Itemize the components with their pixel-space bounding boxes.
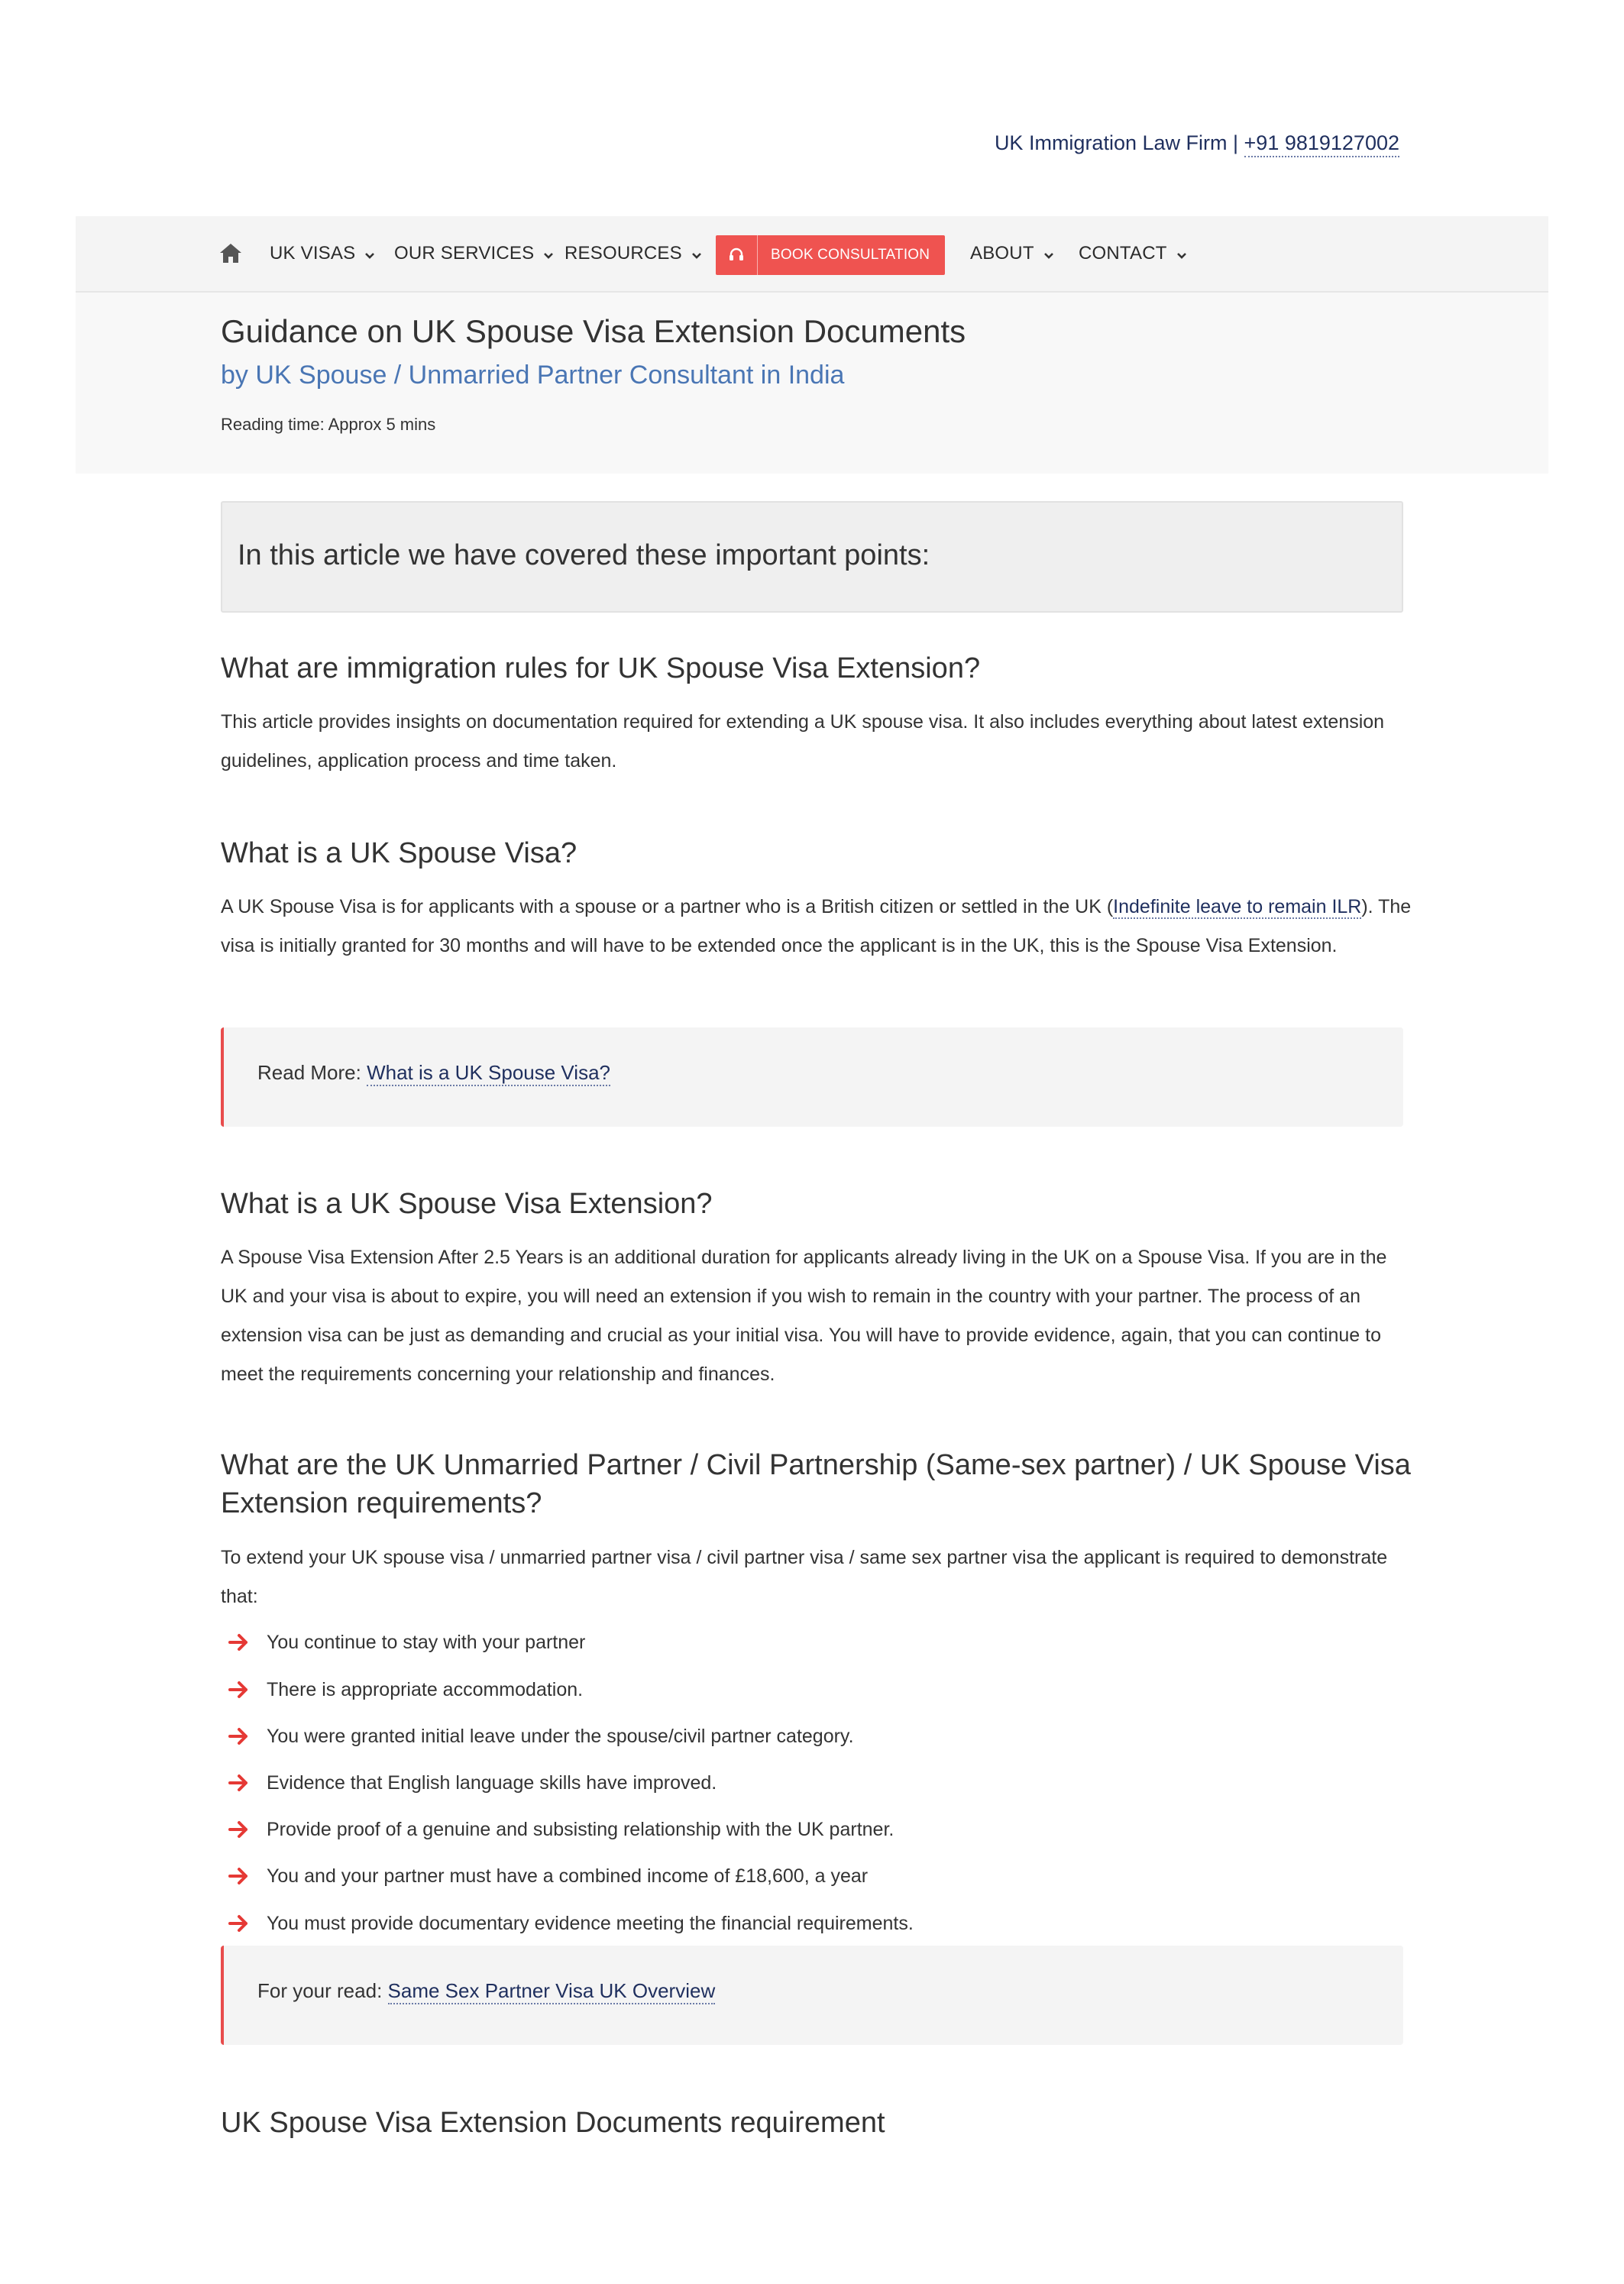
spouse-visa-text-end: ). The visa is initially granted for 30 months and will have to be extended once the applicant is in the UK, this is the Spouse Visa Extension. xyxy=(221,896,1412,956)
nav-resources-label: RESOURCES xyxy=(565,243,682,264)
list-item xyxy=(221,1814,894,1845)
top-contact-line xyxy=(995,131,1399,155)
read-more-link[interactable]: What is a UK Spouse Visa? xyxy=(367,1061,610,1086)
list-item-text: You continue to stay with your partner xyxy=(267,1631,586,1653)
further-reading-callout xyxy=(221,1946,1403,2045)
arrow-right-icon xyxy=(228,1725,251,1748)
list-item-text: You must provide documentary evidence meeting the financial requirements. xyxy=(267,1912,914,1934)
arrow-right-icon xyxy=(228,1912,251,1935)
section-text-spouse-visa xyxy=(221,888,1412,966)
arrow-right-icon xyxy=(228,1678,251,1701)
same-sex-partner-link[interactable]: Same Sex Partner Visa UK Overview xyxy=(388,1979,716,2004)
nav-resources[interactable] xyxy=(565,243,702,265)
home-icon[interactable] xyxy=(219,243,242,267)
list-item xyxy=(221,1674,583,1705)
read-more-callout xyxy=(221,1027,1403,1127)
list-item xyxy=(221,1627,585,1658)
nav-our-services[interactable] xyxy=(394,243,554,265)
list-item-text: Provide proof of a genuine and subsisting relationship with the UK partner. xyxy=(267,1818,894,1840)
section-heading-immigration-rules: What are immigration rules for UK Spouse Visa Extension? xyxy=(221,652,981,684)
section-text-visa-extension: A Spouse Visa Extension After 2.5 Years is an additional duration for applicants already living in the UK on a Spouse Visa. If you are in the UK and your visa is about to expire, you will need an extension if you wish to remain in the country with your partner. The process of an extension visa can be just as demanding and crucial as your initial visa. You will have to provide evidence, again, that you can continue to meet the requirements concerning your relationship and finances. xyxy=(221,1247,1387,1385)
arrow-right-icon xyxy=(228,1818,251,1841)
list-item xyxy=(221,1768,717,1798)
headset-icon xyxy=(716,235,758,275)
chevron-down-icon xyxy=(364,244,375,265)
chevron-down-icon xyxy=(1043,244,1054,265)
author-byline: by UK Spouse / Unmarried Partner Consultant in India xyxy=(221,361,845,390)
section-heading-extension-requirements: What are the UK Unmarried Partner / Civil Partnership (Same-sex partner) / UK Spouse Visa Extension requirements? xyxy=(221,1449,1411,1519)
book-consultation-label: BOOK CONSULTATION xyxy=(771,247,930,263)
nav-about-label: ABOUT xyxy=(970,243,1034,264)
read-more-prefix: Read More: xyxy=(257,1061,361,1084)
covered-points-heading: In this article we have covered these important points: xyxy=(238,539,930,571)
section-text-immigration-rules: This article provides insights on documentation required for extending a UK spouse visa. It also includes everything about latest extension guidelines, application process and time taken. xyxy=(221,711,1385,772)
section-text-extension-requirements: To extend your UK spouse visa / unmarried partner visa / civil partner visa / same sex partner visa the applicant is required to demonstrate that: xyxy=(221,1547,1388,1607)
arrow-right-icon xyxy=(228,1631,251,1654)
spouse-visa-text-start: A UK Spouse Visa is for applicants with a spouse or a partner who is a British citizen or settled in the UK ( xyxy=(221,896,1114,917)
chevron-down-icon xyxy=(691,244,702,265)
section-heading-visa-extension: What is a UK Spouse Visa Extension? xyxy=(221,1188,713,1220)
reading-time: Reading time: Approx 5 mins xyxy=(221,415,436,434)
phone-link[interactable]: +91 9819127002 xyxy=(1244,131,1399,157)
chevron-down-icon xyxy=(543,244,554,265)
chevron-down-icon xyxy=(1176,244,1187,265)
firm-name: UK Immigration Law Firm | xyxy=(994,131,1239,154)
nav-contact-label: CONTACT xyxy=(1079,243,1167,264)
nav-uk-visas-label: UK VISAS xyxy=(270,243,356,264)
nav-our-services-label: OUR SERVICES xyxy=(394,243,535,264)
list-item-text: You and your partner must have a combined income of £18,600, a year xyxy=(267,1865,869,1887)
nav-uk-visas[interactable] xyxy=(270,243,375,265)
arrow-right-icon xyxy=(228,1771,251,1794)
book-consultation-button[interactable] xyxy=(716,235,945,275)
nav-about[interactable] xyxy=(970,243,1054,265)
arrow-right-icon xyxy=(228,1865,251,1888)
list-item xyxy=(221,1721,854,1752)
further-reading-prefix: For your read: xyxy=(257,1979,383,2002)
ilr-link[interactable]: Indefinite leave to remain ILR xyxy=(1113,896,1362,917)
section-heading-spouse-visa: What is a UK Spouse Visa? xyxy=(221,837,577,869)
list-item-text: There is appropriate accommodation. xyxy=(267,1678,584,1700)
list-item-text: You were granted initial leave under the spouse/civil partner category. xyxy=(267,1725,854,1747)
page-title: Guidance on UK Spouse Visa Extension Documents xyxy=(221,313,966,349)
list-item-text: Evidence that English language skills have improved. xyxy=(267,1771,717,1794)
list-item xyxy=(221,1908,914,1939)
section-heading-documents-requirement: UK Spouse Visa Extension Documents requirement xyxy=(221,2107,885,2139)
nav-contact[interactable] xyxy=(1079,243,1187,265)
list-item xyxy=(221,1861,868,1891)
